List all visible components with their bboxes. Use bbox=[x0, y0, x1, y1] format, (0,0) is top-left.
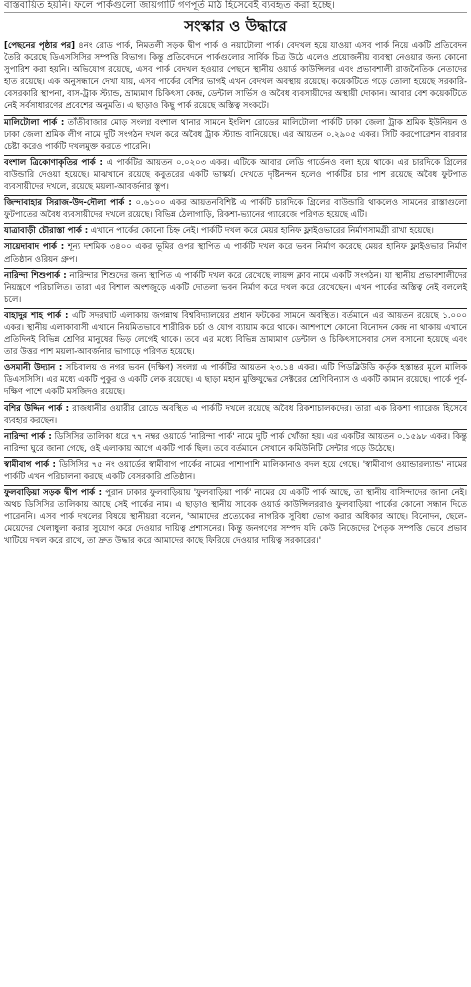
paragraph-lead-heading: জিন্দাবাহার সিরাজ-উদ-দৌলা পার্ক : bbox=[4, 198, 132, 209]
article-headline: সংস্কার ও উদ্ধারে bbox=[184, 17, 287, 35]
previous-article-fragment: বাস্তবায়িত হয়নি। ফলে পার্কগুলো জায়গাটি গণপূর্ত মাঠ হিসেবেই ব্যবহৃত করা হচ্ছে। bbox=[4, 0, 467, 13]
paragraph-text: নারিন্দার শিশুদের জন্য স্থাপিত এ পার্কটি দখল করে রেখেছে লায়ন্স ক্লাব নামে একটি সংগঠন। যা স্থানীয় প্রভাবশালীদের নিয়ন্ত্রণে পরিচালিত। তারা এর বিশাল অংশজুড়ে একটি দোতলা ভবন নির্মাণ করে দখল করে রেখেছেন। এখন পার্কের অস্তিত্ব নেই বললেই চলে। bbox=[4, 270, 467, 305]
article-paragraph bbox=[4, 240, 467, 268]
paragraph-lead-heading: সায়েদাবাদ পার্ক : bbox=[4, 242, 65, 253]
paragraph-lead-heading: নারিন্দা শিশুপার্ক : bbox=[4, 270, 67, 281]
paragraph-lead-heading: ফুলবাড়িয়া সড়ক দ্বীপ পার্ক : bbox=[4, 488, 102, 499]
paragraph-text: শূন্য দশমিক ৩৪০০ একর ভূমির ওপর স্থাপিত এ পার্কটি দখল করে ভবন নির্মাণ করেছে মেয়র হানিফ ফ্লাইওভার নির্মাণ প্রতিষ্ঠান ওরিয়ন গ্রুপ। bbox=[4, 242, 467, 265]
paragraph-lead-heading: স্বামীবাগ পার্ক : bbox=[4, 459, 56, 470]
paragraph-text: এখানে পার্কের কোনো চিহ্ন নেই। পার্কটি দখল করে মেয়র হানিফ ফ্লাইওভারের নির্মাণসামগ্রী রাখা হয়েছে। bbox=[88, 226, 434, 237]
paragraph-lead-heading: মালিটোলা পার্ক : bbox=[4, 117, 65, 128]
paragraph-text: পুরান ঢাকার ফুলবাড়িয়ায় 'ফুলবাড়িয়া পার্ক' নামের যে একটি পার্ক আছে, তা স্থানীয় বাসিন্দাদের জানা নেই। অথচ ডিসিসির তালিকায় আছে সেই পার্কের নাম। এ ছাড়াও স্থানীয় সাবেক ওয়ার্ড কাউন্সিলররাও ফুলবাড়িয়া পার্কের কোনো সন্ধান দিতে পারেননি। এসব পার্ক দখলের বিষয়ে স্থানীয়রা বলেন, 'আমাদের প্রত্যেকের নাগরিক সুবিধা ভোগ করার অধিকার আছে। বিনোদন, ছেলে-মেয়েদের খেলাধুলা করার সুযোগ করে দেওয়ার দায়িত্ব প্রশাসনের। কিন্তু জনগণের সম্পদ যদি কেউ নিজেদের পৈতৃক সম্পত্তি ভেবে প্রভাব খাটিয়ে দখল করে রাখে, তা দ্রুত উদ্ধার করে আমাদের কাছে ফিরিয়ে দেওয়ার দায়িত্ব সরকারের।' bbox=[4, 488, 468, 547]
paragraph-lead-heading: যাত্রাবাড়ী চৌরাস্তা পার্ক : bbox=[4, 226, 89, 237]
paragraph-text: এটি সদরঘাট এলাকায় জগন্নাথ বিশ্ববিদ্যালয়ের প্রধান ফটকের সামনে অবস্থিত। বর্তমানে এর আয়তন রয়েছে ১.০০০ একর। স্থানীয় এলাকাবাসী এখানে নিয়মিতভাবে শারীরিক চর্চা ও যোগ ব্যায়াম করে থাকে। আশপাশে কোনো বিনোদন কেন্দ্র না থাকায় এখানে প্রতিদিনই বিভিন্ন শ্রেণির মানুষের ভিড় লেগেই থাকে। তবে এর মধ্যে বিভিন্ন ভ্রাম্যমাণ ডেন্টাল ও চিকিৎসাসেবার সেল বসানো হয়েছে এবং তার উত্তর পাশ ময়লা-আবর্জনার ভাগাড়ে পরিণত হয়েছে। bbox=[4, 310, 467, 358]
article-body bbox=[4, 39, 467, 550]
article-paragraph bbox=[4, 458, 467, 486]
article-paragraph bbox=[4, 486, 467, 549]
paragraph-lead-heading: নারিন্দা পার্ক : bbox=[4, 431, 52, 442]
article-paragraph bbox=[4, 269, 467, 309]
paragraph-text: এ পার্কটির আয়তন ০.০২০৩ একর। এটিকে আবার লেডি গার্ডেনও বলা হয়ে থাকে। এর চারদিকে গ্রিলের বাউন্ডারি দেওয়া হয়েছে। মাঝখানে রয়েছে কবুতরের একটি ভাস্কর্য। দেখতে দৃষ্টিনন্দন হলেও পার্কটির চার পাশ রয়েছে অবৈধ ফুটপাত ব্যবসায়ীদের দখলে, রয়েছে ময়লা-আবর্জনার স্তূপ। bbox=[4, 157, 467, 193]
paragraph-lead-heading: বংশাল ত্রিকোণাকৃতির পার্ক : bbox=[4, 157, 103, 168]
article-paragraph bbox=[4, 196, 467, 224]
paragraph-lead-heading: [পেছনের পৃষ্ঠার পর] bbox=[4, 41, 75, 51]
article-paragraph bbox=[4, 156, 467, 196]
paragraph-text: তাঁতীবাজার মোড় সংলগ্ন বংশাল থানার সামনে ইংলিশ রোডের মালিটোলা পার্কটি ঢাকা জেলা ট্রাক শ্রমিক ইউনিয়ন ও ঢাকা জেলা শ্রমিক লীগ নামে দুটি সংগঠন দখল করে অবৈধ ট্রাক স্ট্যান্ড বানিয়েছে। এর আয়তন ০.২৯০৫ একর। সিটি করপোরেশন বারবার চেষ্টা করেও পার্কটি দখলমুক্ত করতে পারেনি। bbox=[4, 117, 467, 152]
paragraph-text: ০.৬১০০ একর আয়তনবিশিষ্ট এ পার্কটি চারদিকে গ্রিলের বাউন্ডারি থাকলেও সামনের রাস্তাগুলো ফুটপাতের অবৈধ ব্যবসায়ীদের দখলে রয়েছে। বিভিন্ন ঠেলাগাড়ি, রিকশা-ভ্যানের গ্যারেজে পরিণত হয়েছে এটি। bbox=[4, 198, 467, 221]
paragraph-text: ডিসিসির ৭৫ নং ওয়ার্ডের স্বামীবাগ পার্কের নামের পাশাপাশি মালিকানাও বদল হয়ে গেছে। 'স্বামীবাগ ওয়ান্ডারল্যান্ড' নামের পার্কটি এখন পরিচালনা করছে একটি বেসরকারি প্রতিষ্ঠান। bbox=[4, 459, 467, 482]
paragraph-lead-heading: বশির উদ্দিন পার্ক : bbox=[4, 403, 70, 414]
paragraph-text: সচিবালয় ও নগর ভবন (দক্ষিণ) সংলগ্ন এ পার্কটির আয়তন ২৩.১৪ একর। এটি পিডব্লিউডি কর্তৃক হস্তান্তর মূলে মালিক ডিএসসিসি। এর মধ্যে একটি পুকুর ও একটি লেক রয়েছে। এ ছাড়া মহান মুক্তিযুদ্ধের সেক্টরের শ্রেণিবিন্যাস ও একটি কামান রয়েছে। পার্কে পূর্ব-দক্ষিণ পাশে একটি মসজিদও রয়েছে। bbox=[4, 363, 467, 398]
article-paragraph bbox=[4, 224, 467, 240]
article-paragraph bbox=[4, 39, 467, 116]
article-paragraph bbox=[4, 116, 467, 156]
paragraph-lead-heading: বাহাদুর শাহ পার্ক : bbox=[4, 310, 69, 321]
paragraph-text: ৪নং রোড পার্ক, নিমতলী সড়ক দ্বীপ পার্ক ও নয়াটোলা পার্ক। বেদখল হয়ে যাওয়া এসব পার্ক নিয়ে একটি প্রতিবেদন তৈরি করেছে ডিএসসিসির সম্পত্তি বিভাগ। কিন্তু প্রতিবেদনে পার্কগুলোর সার্বিক চিত্র উঠে এলেও প্রয়োজনীয় ব্যবস্থা নেওয়ার জন্য কোনো সুপারিশ করা হয়নি। অভিযোগ রয়েছে, এসব পার্ক বেদখল হওয়ার পেছনে স্থানীয় ওয়ার্ড কাউন্সিলর এবং প্রভাবশালী রাজনৈতিক নেতাদের হাত রয়েছে। এক অনুসন্ধানে দেখা যায়, এসব পার্কের বেশির ভাগই এখন বেদখল অবস্থায় রয়েছে। কয়েকটিতে গড়ে তোলা হয়েছে সরকারি-বেসরকারি স্থাপনা, বাস-ট্রাক স্ট্যান্ড, ভ্রাম্যমাণ চিকিৎসা কেন্দ্র, ডেন্টাল সার্ভিস ও অবৈধ ব্যবসায়ীদের অস্থায়ী দোকান। আবার বেশ কয়েকটিতে নেই সর্বসাধারণের প্রবেশের অনুমতি। এ ছাড়াও কিছু পার্ক রয়েছে অস্তিত্ব সংকটে। bbox=[4, 41, 467, 112]
article-paragraph bbox=[4, 361, 467, 401]
article-paragraph bbox=[4, 402, 467, 430]
paragraph-text: রাজধানীর ওয়ারীর রোডে অবস্থিত এ পার্কটি দখলে রয়েছে অবৈধ রিকশাচালকদের। তারা এক রিকশা গ্যারেজ হিসেবে ব্যবহার করছেন। bbox=[4, 403, 467, 426]
paragraph-text: ডিসিসির তালিকা ধরে ৭৭ নম্বর ওয়ার্ডে 'নারিন্দা পার্ক' নামে দুটি পার্ক খোঁজা হয়। এর একটির আয়তন ০.১৫৯৮ একর। কিন্তু নারিন্দা ঘুরে জানা গেছে, ওই এলাকায় আগে একটি পার্ক ছিল। তবে বর্তমানে সেখানে কমিউনিটি সেন্টার গড়ে উঠেছে। bbox=[4, 431, 467, 454]
article-paragraph bbox=[4, 309, 467, 361]
paragraph-lead-heading: ওসমানী উদ্যান : bbox=[4, 363, 63, 374]
article-paragraph bbox=[4, 430, 467, 458]
